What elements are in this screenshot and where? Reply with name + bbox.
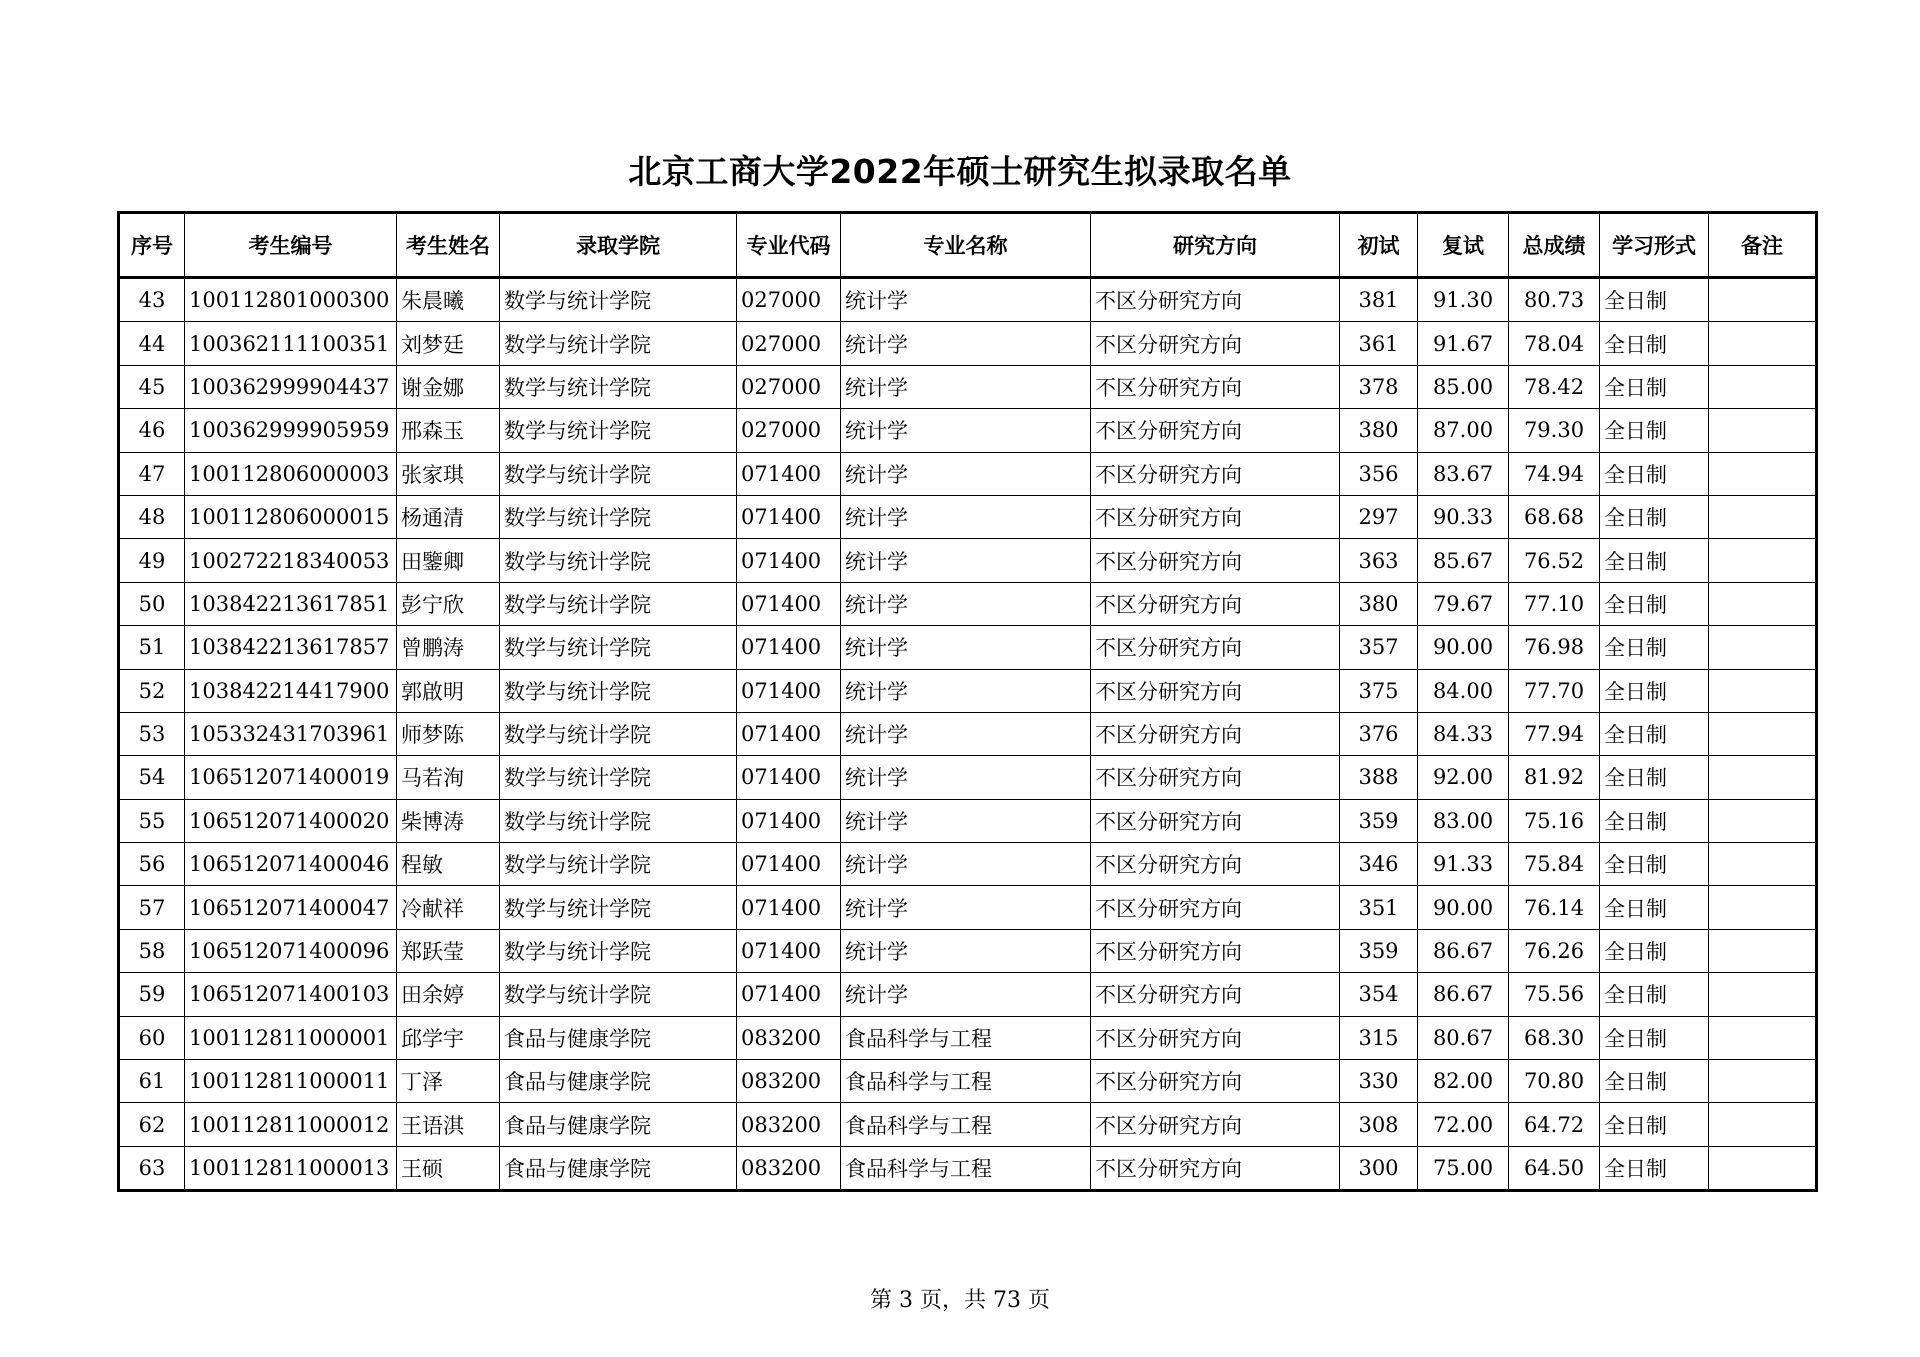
cell-seq: 43 <box>119 278 185 322</box>
cell-name: 彭宁欣 <box>397 582 500 625</box>
cell-major-code: 071400 <box>737 495 841 538</box>
cell-exam-id: 100112806000015 <box>185 495 397 538</box>
cell-research-direction: 不区分研究方向 <box>1091 322 1340 365</box>
cell-exam-id: 100112811000013 <box>185 1146 397 1190</box>
cell-major-name: 统计学 <box>841 929 1091 972</box>
cell-initial-score: 361 <box>1340 322 1418 365</box>
cell-retest-score: 85.67 <box>1418 539 1509 582</box>
cell-major-code: 027000 <box>737 278 841 322</box>
cell-major-name: 统计学 <box>841 973 1091 1016</box>
cell-name: 丁泽 <box>397 1060 500 1103</box>
cell-major-name: 统计学 <box>841 756 1091 799</box>
cell-college: 数学与统计学院 <box>500 756 737 799</box>
cell-name: 冷献祥 <box>397 886 500 929</box>
cell-major-code: 071400 <box>737 929 841 972</box>
cell-retest-score: 85.00 <box>1418 365 1509 408</box>
table-row <box>119 973 1817 1016</box>
cell-remarks <box>1709 756 1817 799</box>
cell-retest-score: 90.00 <box>1418 626 1509 669</box>
cell-remarks <box>1709 843 1817 886</box>
cell-name: 王语淇 <box>397 1103 500 1146</box>
cell-initial-score: 297 <box>1340 495 1418 538</box>
cell-study-mode: 全日制 <box>1600 1146 1709 1190</box>
cell-initial-score: 380 <box>1340 409 1418 452</box>
cell-name: 马若洵 <box>397 756 500 799</box>
cell-initial-score: 388 <box>1340 756 1418 799</box>
cell-exam-id: 106512071400020 <box>185 799 397 842</box>
cell-major-name: 食品科学与工程 <box>841 1060 1091 1103</box>
cell-remarks <box>1709 322 1817 365</box>
cell-major-name: 统计学 <box>841 409 1091 452</box>
cell-initial-score: 356 <box>1340 452 1418 495</box>
table-row <box>119 278 1817 322</box>
cell-study-mode: 全日制 <box>1600 452 1709 495</box>
cell-exam-id: 100272218340053 <box>185 539 397 582</box>
cell-major-name: 食品科学与工程 <box>841 1146 1091 1190</box>
cell-major-code: 071400 <box>737 669 841 712</box>
cell-study-mode: 全日制 <box>1600 799 1709 842</box>
cell-name: 曾鹏涛 <box>397 626 500 669</box>
cell-remarks <box>1709 973 1817 1016</box>
cell-exam-id: 106512071400019 <box>185 756 397 799</box>
header-remarks: 备注 <box>1709 213 1817 278</box>
cell-exam-id: 106512071400046 <box>185 843 397 886</box>
cell-research-direction: 不区分研究方向 <box>1091 756 1340 799</box>
cell-exam-id: 103842213617857 <box>185 626 397 669</box>
cell-name: 柴博涛 <box>397 799 500 842</box>
cell-study-mode: 全日制 <box>1600 929 1709 972</box>
cell-research-direction: 不区分研究方向 <box>1091 626 1340 669</box>
cell-seq: 52 <box>119 669 185 712</box>
cell-name: 郑跃莹 <box>397 929 500 972</box>
cell-seq: 46 <box>119 409 185 452</box>
cell-remarks <box>1709 539 1817 582</box>
cell-major-name: 统计学 <box>841 365 1091 408</box>
header-major-name: 专业名称 <box>841 213 1091 278</box>
header-major-code: 专业代码 <box>737 213 841 278</box>
cell-exam-id: 100112811000001 <box>185 1016 397 1059</box>
cell-exam-id: 100112806000003 <box>185 452 397 495</box>
cell-retest-score: 75.00 <box>1418 1146 1509 1190</box>
table-row <box>119 626 1817 669</box>
cell-college: 数学与统计学院 <box>500 278 737 322</box>
cell-seq: 58 <box>119 929 185 972</box>
cell-major-code: 071400 <box>737 539 841 582</box>
cell-remarks <box>1709 365 1817 408</box>
cell-exam-id: 103842213617851 <box>185 582 397 625</box>
cell-major-name: 统计学 <box>841 452 1091 495</box>
cell-total-score: 80.73 <box>1509 278 1600 322</box>
cell-name: 邢森玉 <box>397 409 500 452</box>
cell-research-direction: 不区分研究方向 <box>1091 1146 1340 1190</box>
cell-name: 邱学宇 <box>397 1016 500 1059</box>
cell-major-name: 统计学 <box>841 626 1091 669</box>
table-row <box>119 1103 1817 1146</box>
cell-total-score: 70.80 <box>1509 1060 1600 1103</box>
cell-study-mode: 全日制 <box>1600 1103 1709 1146</box>
cell-retest-score: 86.67 <box>1418 973 1509 1016</box>
cell-research-direction: 不区分研究方向 <box>1091 712 1340 755</box>
cell-initial-score: 300 <box>1340 1146 1418 1190</box>
cell-study-mode: 全日制 <box>1600 365 1709 408</box>
cell-total-score: 74.94 <box>1509 452 1600 495</box>
cell-seq: 53 <box>119 712 185 755</box>
cell-exam-id: 103842214417900 <box>185 669 397 712</box>
cell-college: 数学与统计学院 <box>500 843 737 886</box>
cell-college: 数学与统计学院 <box>500 452 737 495</box>
header-name: 考生姓名 <box>397 213 500 278</box>
cell-study-mode: 全日制 <box>1600 973 1709 1016</box>
cell-initial-score: 359 <box>1340 799 1418 842</box>
header-seq: 序号 <box>119 213 185 278</box>
cell-exam-id: 105332431703961 <box>185 712 397 755</box>
cell-retest-score: 82.00 <box>1418 1060 1509 1103</box>
cell-total-score: 68.68 <box>1509 495 1600 538</box>
cell-remarks <box>1709 1103 1817 1146</box>
header-research-direction: 研究方向 <box>1091 213 1340 278</box>
cell-initial-score: 354 <box>1340 973 1418 1016</box>
page-number: 第 3 页，共 73 页 <box>870 1288 1050 1313</box>
cell-major-code: 071400 <box>737 973 841 1016</box>
cell-college: 食品与健康学院 <box>500 1103 737 1146</box>
table-row <box>119 539 1817 582</box>
cell-initial-score: 346 <box>1340 843 1418 886</box>
cell-total-score: 79.30 <box>1509 409 1600 452</box>
cell-exam-id: 100112811000011 <box>185 1060 397 1103</box>
table-row <box>119 799 1817 842</box>
cell-total-score: 77.70 <box>1509 669 1600 712</box>
cell-exam-id: 100112811000012 <box>185 1103 397 1146</box>
cell-exam-id: 106512071400096 <box>185 929 397 972</box>
cell-research-direction: 不区分研究方向 <box>1091 1103 1340 1146</box>
table-row <box>119 452 1817 495</box>
cell-seq: 56 <box>119 843 185 886</box>
cell-total-score: 77.10 <box>1509 582 1600 625</box>
cell-study-mode: 全日制 <box>1600 669 1709 712</box>
cell-study-mode: 全日制 <box>1600 626 1709 669</box>
cell-total-score: 76.98 <box>1509 626 1600 669</box>
cell-remarks <box>1709 1060 1817 1103</box>
cell-major-name: 统计学 <box>841 582 1091 625</box>
cell-seq: 55 <box>119 799 185 842</box>
table-row <box>119 322 1817 365</box>
cell-name: 张家琪 <box>397 452 500 495</box>
cell-total-score: 75.84 <box>1509 843 1600 886</box>
cell-retest-score: 83.00 <box>1418 799 1509 842</box>
cell-retest-score: 91.67 <box>1418 322 1509 365</box>
cell-remarks <box>1709 929 1817 972</box>
cell-remarks <box>1709 886 1817 929</box>
cell-retest-score: 83.67 <box>1418 452 1509 495</box>
cell-seq: 44 <box>119 322 185 365</box>
cell-total-score: 81.92 <box>1509 756 1600 799</box>
cell-initial-score: 363 <box>1340 539 1418 582</box>
cell-college: 数学与统计学院 <box>500 799 737 842</box>
cell-research-direction: 不区分研究方向 <box>1091 1060 1340 1103</box>
cell-seq: 59 <box>119 973 185 1016</box>
cell-exam-id: 100112801000300 <box>185 278 397 322</box>
cell-remarks <box>1709 712 1817 755</box>
cell-major-code: 083200 <box>737 1016 841 1059</box>
cell-initial-score: 375 <box>1340 669 1418 712</box>
cell-retest-score: 80.67 <box>1418 1016 1509 1059</box>
cell-college: 数学与统计学院 <box>500 929 737 972</box>
cell-initial-score: 315 <box>1340 1016 1418 1059</box>
cell-major-name: 统计学 <box>841 539 1091 582</box>
cell-total-score: 76.26 <box>1509 929 1600 972</box>
cell-college: 数学与统计学院 <box>500 973 737 1016</box>
cell-study-mode: 全日制 <box>1600 1060 1709 1103</box>
table-row <box>119 1016 1817 1059</box>
admission-table <box>117 211 1818 1192</box>
cell-retest-score: 90.00 <box>1418 886 1509 929</box>
cell-seq: 45 <box>119 365 185 408</box>
cell-name: 王硕 <box>397 1146 500 1190</box>
cell-major-name: 统计学 <box>841 278 1091 322</box>
cell-initial-score: 376 <box>1340 712 1418 755</box>
table-row <box>119 886 1817 929</box>
cell-research-direction: 不区分研究方向 <box>1091 669 1340 712</box>
header-initial-score: 初试 <box>1340 213 1418 278</box>
cell-remarks <box>1709 799 1817 842</box>
cell-name: 田余婷 <box>397 973 500 1016</box>
cell-retest-score: 87.00 <box>1418 409 1509 452</box>
cell-study-mode: 全日制 <box>1600 539 1709 582</box>
cell-college: 数学与统计学院 <box>500 409 737 452</box>
cell-total-score: 76.14 <box>1509 886 1600 929</box>
table-row <box>119 409 1817 452</box>
cell-seq: 54 <box>119 756 185 799</box>
cell-major-code: 027000 <box>737 409 841 452</box>
table-row <box>119 495 1817 538</box>
cell-remarks <box>1709 669 1817 712</box>
cell-remarks <box>1709 1146 1817 1190</box>
cell-research-direction: 不区分研究方向 <box>1091 799 1340 842</box>
cell-initial-score: 351 <box>1340 886 1418 929</box>
cell-major-name: 统计学 <box>841 843 1091 886</box>
cell-college: 数学与统计学院 <box>500 495 737 538</box>
cell-exam-id: 100362111100351 <box>185 322 397 365</box>
cell-name: 杨通清 <box>397 495 500 538</box>
table-row <box>119 365 1817 408</box>
cell-name: 朱晨曦 <box>397 278 500 322</box>
header-study-mode: 学习形式 <box>1600 213 1709 278</box>
header-college: 录取学院 <box>500 213 737 278</box>
cell-college: 数学与统计学院 <box>500 886 737 929</box>
cell-major-code: 071400 <box>737 843 841 886</box>
cell-seq: 57 <box>119 886 185 929</box>
table-header-row <box>119 213 1817 278</box>
page-title: 北京工商大学2022年硕士研究生拟录取名单 <box>628 152 1292 191</box>
cell-college: 数学与统计学院 <box>500 582 737 625</box>
cell-study-mode: 全日制 <box>1600 495 1709 538</box>
cell-initial-score: 357 <box>1340 626 1418 669</box>
cell-major-name: 食品科学与工程 <box>841 1103 1091 1146</box>
cell-major-code: 083200 <box>737 1146 841 1190</box>
cell-research-direction: 不区分研究方向 <box>1091 973 1340 1016</box>
cell-total-score: 78.04 <box>1509 322 1600 365</box>
cell-major-name: 统计学 <box>841 886 1091 929</box>
cell-research-direction: 不区分研究方向 <box>1091 409 1340 452</box>
cell-remarks <box>1709 278 1817 322</box>
cell-retest-score: 90.33 <box>1418 495 1509 538</box>
cell-college: 数学与统计学院 <box>500 539 737 582</box>
cell-research-direction: 不区分研究方向 <box>1091 929 1340 972</box>
cell-name: 刘梦廷 <box>397 322 500 365</box>
cell-research-direction: 不区分研究方向 <box>1091 495 1340 538</box>
cell-total-score: 68.30 <box>1509 1016 1600 1059</box>
cell-total-score: 77.94 <box>1509 712 1600 755</box>
cell-study-mode: 全日制 <box>1600 712 1709 755</box>
table-row <box>119 843 1817 886</box>
cell-college: 数学与统计学院 <box>500 626 737 669</box>
cell-research-direction: 不区分研究方向 <box>1091 1016 1340 1059</box>
cell-retest-score: 92.00 <box>1418 756 1509 799</box>
cell-initial-score: 378 <box>1340 365 1418 408</box>
table-row <box>119 1060 1817 1103</box>
cell-college: 食品与健康学院 <box>500 1016 737 1059</box>
cell-name: 郭啟明 <box>397 669 500 712</box>
cell-total-score: 78.42 <box>1509 365 1600 408</box>
cell-remarks <box>1709 626 1817 669</box>
cell-seq: 47 <box>119 452 185 495</box>
cell-seq: 48 <box>119 495 185 538</box>
cell-research-direction: 不区分研究方向 <box>1091 886 1340 929</box>
table-row <box>119 712 1817 755</box>
cell-research-direction: 不区分研究方向 <box>1091 365 1340 408</box>
cell-seq: 62 <box>119 1103 185 1146</box>
cell-major-name: 统计学 <box>841 669 1091 712</box>
header-retest-score: 复试 <box>1418 213 1509 278</box>
cell-college: 食品与健康学院 <box>500 1146 737 1190</box>
cell-major-name: 统计学 <box>841 322 1091 365</box>
cell-study-mode: 全日制 <box>1600 886 1709 929</box>
cell-seq: 63 <box>119 1146 185 1190</box>
cell-exam-id: 100362999905959 <box>185 409 397 452</box>
cell-major-code: 071400 <box>737 886 841 929</box>
cell-major-name: 统计学 <box>841 712 1091 755</box>
cell-major-name: 统计学 <box>841 799 1091 842</box>
cell-exam-id: 106512071400103 <box>185 973 397 1016</box>
table-row <box>119 582 1817 625</box>
cell-major-code: 027000 <box>737 365 841 408</box>
cell-remarks <box>1709 409 1817 452</box>
cell-name: 师梦陈 <box>397 712 500 755</box>
cell-remarks <box>1709 582 1817 625</box>
cell-exam-id: 100362999904437 <box>185 365 397 408</box>
cell-study-mode: 全日制 <box>1600 409 1709 452</box>
cell-initial-score: 359 <box>1340 929 1418 972</box>
table-row <box>119 756 1817 799</box>
cell-retest-score: 79.67 <box>1418 582 1509 625</box>
cell-college: 数学与统计学院 <box>500 322 737 365</box>
cell-research-direction: 不区分研究方向 <box>1091 582 1340 625</box>
cell-college: 数学与统计学院 <box>500 669 737 712</box>
cell-major-code: 071400 <box>737 756 841 799</box>
cell-college: 食品与健康学院 <box>500 1060 737 1103</box>
table-row <box>119 1146 1817 1190</box>
header-exam-id: 考生编号 <box>185 213 397 278</box>
cell-total-score: 76.52 <box>1509 539 1600 582</box>
cell-research-direction: 不区分研究方向 <box>1091 452 1340 495</box>
cell-study-mode: 全日制 <box>1600 278 1709 322</box>
cell-retest-score: 84.00 <box>1418 669 1509 712</box>
cell-total-score: 75.56 <box>1509 973 1600 1016</box>
cell-study-mode: 全日制 <box>1600 1016 1709 1059</box>
cell-major-code: 071400 <box>737 799 841 842</box>
cell-major-code: 071400 <box>737 582 841 625</box>
cell-research-direction: 不区分研究方向 <box>1091 539 1340 582</box>
cell-research-direction: 不区分研究方向 <box>1091 278 1340 322</box>
cell-retest-score: 86.67 <box>1418 929 1509 972</box>
cell-retest-score: 91.30 <box>1418 278 1509 322</box>
cell-major-name: 食品科学与工程 <box>841 1016 1091 1059</box>
cell-seq: 50 <box>119 582 185 625</box>
header-total-score: 总成绩 <box>1509 213 1600 278</box>
cell-seq: 49 <box>119 539 185 582</box>
table-row <box>119 929 1817 972</box>
cell-retest-score: 91.33 <box>1418 843 1509 886</box>
table-body <box>119 278 1817 1191</box>
cell-initial-score: 330 <box>1340 1060 1418 1103</box>
cell-study-mode: 全日制 <box>1600 582 1709 625</box>
cell-initial-score: 308 <box>1340 1103 1418 1146</box>
cell-name: 田鑒卿 <box>397 539 500 582</box>
cell-name: 程敏 <box>397 843 500 886</box>
cell-study-mode: 全日制 <box>1600 322 1709 365</box>
cell-initial-score: 381 <box>1340 278 1418 322</box>
cell-major-code: 071400 <box>737 626 841 669</box>
cell-name: 谢金娜 <box>397 365 500 408</box>
cell-research-direction: 不区分研究方向 <box>1091 843 1340 886</box>
cell-retest-score: 84.33 <box>1418 712 1509 755</box>
cell-remarks <box>1709 452 1817 495</box>
cell-study-mode: 全日制 <box>1600 843 1709 886</box>
cell-major-name: 统计学 <box>841 495 1091 538</box>
cell-remarks <box>1709 495 1817 538</box>
cell-college: 数学与统计学院 <box>500 365 737 408</box>
cell-total-score: 64.50 <box>1509 1146 1600 1190</box>
cell-study-mode: 全日制 <box>1600 756 1709 799</box>
cell-major-code: 071400 <box>737 452 841 495</box>
cell-seq: 51 <box>119 626 185 669</box>
cell-total-score: 75.16 <box>1509 799 1600 842</box>
cell-major-code: 083200 <box>737 1103 841 1146</box>
cell-remarks <box>1709 1016 1817 1059</box>
cell-major-code: 027000 <box>737 322 841 365</box>
cell-exam-id: 106512071400047 <box>185 886 397 929</box>
cell-total-score: 64.72 <box>1509 1103 1600 1146</box>
cell-major-code: 083200 <box>737 1060 841 1103</box>
table-row <box>119 669 1817 712</box>
cell-seq: 61 <box>119 1060 185 1103</box>
cell-retest-score: 72.00 <box>1418 1103 1509 1146</box>
cell-major-code: 071400 <box>737 712 841 755</box>
cell-initial-score: 380 <box>1340 582 1418 625</box>
cell-seq: 60 <box>119 1016 185 1059</box>
cell-college: 数学与统计学院 <box>500 712 737 755</box>
